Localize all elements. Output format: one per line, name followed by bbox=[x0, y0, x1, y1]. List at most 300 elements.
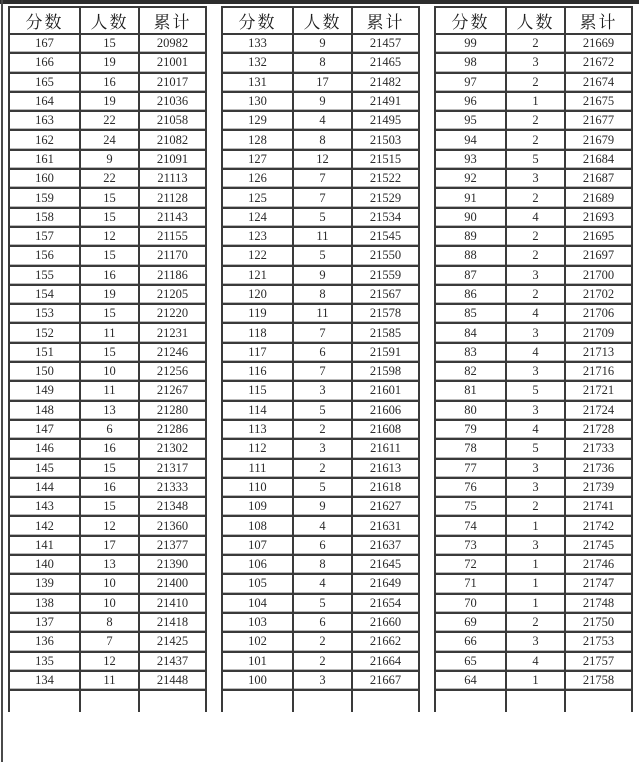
table-row bbox=[9, 266, 206, 285]
table-row bbox=[222, 150, 419, 169]
count-cell: 2 bbox=[506, 73, 565, 92]
count-cell: 3 bbox=[506, 536, 565, 555]
count-cell: 9 bbox=[293, 92, 352, 111]
table-row bbox=[9, 169, 206, 188]
count-cell: 7 bbox=[293, 188, 352, 207]
cumulative-cell: 21753 bbox=[565, 632, 632, 651]
table-row bbox=[9, 613, 206, 632]
cumulative-cell: 21390 bbox=[139, 555, 206, 574]
table-row bbox=[435, 266, 632, 285]
cumulative-cell: 21545 bbox=[352, 227, 419, 246]
count-cell: 6 bbox=[80, 420, 139, 439]
table-row bbox=[435, 594, 632, 613]
count-cell: 4 bbox=[293, 516, 352, 535]
score-cell: 103 bbox=[222, 613, 293, 632]
score-cell: 120 bbox=[222, 285, 293, 304]
score-cell: 129 bbox=[222, 111, 293, 130]
count-cell: 1 bbox=[506, 594, 565, 613]
table-row bbox=[222, 574, 419, 593]
score-cell: 150 bbox=[9, 362, 80, 381]
score-cell: 93 bbox=[435, 150, 506, 169]
cumulative-cell: 21491 bbox=[352, 92, 419, 111]
cumulative-cell: 21733 bbox=[565, 439, 632, 458]
cumulative-cell: 21348 bbox=[139, 497, 206, 516]
table-row bbox=[222, 420, 419, 439]
table-row bbox=[9, 227, 206, 246]
cumulative-cell: 21205 bbox=[139, 285, 206, 304]
table-row bbox=[222, 323, 419, 342]
count-cell: 11 bbox=[80, 671, 139, 690]
count-cell: 6 bbox=[293, 536, 352, 555]
score-cell: 72 bbox=[435, 555, 506, 574]
cumulative-cell: 21724 bbox=[565, 401, 632, 420]
count-cell: 4 bbox=[506, 208, 565, 227]
score-cell: 75 bbox=[435, 497, 506, 516]
score-cell: 119 bbox=[222, 304, 293, 323]
count-cell: 9 bbox=[80, 150, 139, 169]
cumulative-column-header: 累计 bbox=[352, 7, 419, 34]
cumulative-cell: 21713 bbox=[565, 343, 632, 362]
cumulative-cell: 21529 bbox=[352, 188, 419, 207]
table-row bbox=[9, 439, 206, 458]
cumulative-cell: 21503 bbox=[352, 130, 419, 149]
cumulative-cell: 21578 bbox=[352, 304, 419, 323]
score-cell: 77 bbox=[435, 459, 506, 478]
score-cell: 78 bbox=[435, 439, 506, 458]
cumulative-cell: 21267 bbox=[139, 381, 206, 400]
table-row bbox=[435, 227, 632, 246]
count-cell: 3 bbox=[506, 323, 565, 342]
score-cell: 140 bbox=[9, 555, 80, 574]
score-cell: 76 bbox=[435, 478, 506, 497]
score-cell: 138 bbox=[9, 594, 80, 613]
score-cell: 64 bbox=[435, 671, 506, 690]
score-cell: 148 bbox=[9, 401, 80, 420]
score-cell: 87 bbox=[435, 266, 506, 285]
cumulative-cell: 21695 bbox=[565, 227, 632, 246]
count-cell: 2 bbox=[506, 246, 565, 265]
empty-cell bbox=[222, 690, 293, 712]
cumulative-cell: 21601 bbox=[352, 381, 419, 400]
score-cell: 80 bbox=[435, 401, 506, 420]
count-column-header: 人数 bbox=[506, 7, 565, 34]
score-cell: 108 bbox=[222, 516, 293, 535]
count-cell: 3 bbox=[506, 169, 565, 188]
table-row bbox=[222, 208, 419, 227]
count-cell: 5 bbox=[506, 381, 565, 400]
score-cell: 155 bbox=[9, 266, 80, 285]
table-row bbox=[222, 246, 419, 265]
cumulative-cell: 21660 bbox=[352, 613, 419, 632]
cumulative-cell: 21400 bbox=[139, 574, 206, 593]
cumulative-cell: 21522 bbox=[352, 169, 419, 188]
cumulative-cell: 21418 bbox=[139, 613, 206, 632]
table-row bbox=[435, 613, 632, 632]
score-cell: 157 bbox=[9, 227, 80, 246]
count-cell: 12 bbox=[293, 150, 352, 169]
cumulative-cell: 21559 bbox=[352, 266, 419, 285]
score-cell: 133 bbox=[222, 34, 293, 53]
count-cell: 10 bbox=[80, 594, 139, 613]
table-row bbox=[9, 111, 206, 130]
count-cell: 11 bbox=[80, 323, 139, 342]
table-row bbox=[435, 362, 632, 381]
table-row bbox=[9, 246, 206, 265]
score-cell: 101 bbox=[222, 652, 293, 671]
cumulative-cell: 21675 bbox=[565, 92, 632, 111]
table-row bbox=[435, 304, 632, 323]
cumulative-cell: 21534 bbox=[352, 208, 419, 227]
count-cell: 5 bbox=[293, 594, 352, 613]
count-cell: 3 bbox=[506, 53, 565, 72]
cumulative-cell: 21757 bbox=[565, 652, 632, 671]
table-row bbox=[9, 208, 206, 227]
count-cell: 4 bbox=[506, 343, 565, 362]
count-cell: 10 bbox=[80, 574, 139, 593]
table-row bbox=[435, 111, 632, 130]
count-cell: 2 bbox=[293, 459, 352, 478]
empty-cell bbox=[506, 690, 565, 712]
count-cell: 3 bbox=[506, 459, 565, 478]
score-cell: 105 bbox=[222, 574, 293, 593]
score-cell: 98 bbox=[435, 53, 506, 72]
score-cell: 88 bbox=[435, 246, 506, 265]
table-row bbox=[9, 130, 206, 149]
cumulative-cell: 21758 bbox=[565, 671, 632, 690]
table-row bbox=[435, 381, 632, 400]
score-cell: 123 bbox=[222, 227, 293, 246]
cumulative-cell: 21143 bbox=[139, 208, 206, 227]
table-row bbox=[9, 420, 206, 439]
cumulative-cell: 21700 bbox=[565, 266, 632, 285]
score-cell: 71 bbox=[435, 574, 506, 593]
count-cell: 13 bbox=[80, 555, 139, 574]
table-row bbox=[435, 323, 632, 342]
table-row bbox=[222, 632, 419, 651]
table-row bbox=[222, 459, 419, 478]
count-cell: 2 bbox=[506, 34, 565, 53]
table-row bbox=[222, 92, 419, 111]
score-cell: 113 bbox=[222, 420, 293, 439]
score-cell: 125 bbox=[222, 188, 293, 207]
score-cell: 158 bbox=[9, 208, 80, 227]
table-row bbox=[222, 497, 419, 516]
count-cell: 7 bbox=[293, 323, 352, 342]
cumulative-cell: 21286 bbox=[139, 420, 206, 439]
cumulative-cell: 21550 bbox=[352, 246, 419, 265]
cumulative-cell: 21747 bbox=[565, 574, 632, 593]
table-row bbox=[435, 130, 632, 149]
score-cell: 84 bbox=[435, 323, 506, 342]
table-row bbox=[9, 459, 206, 478]
count-cell: 17 bbox=[80, 536, 139, 555]
cumulative-cell: 21302 bbox=[139, 439, 206, 458]
cumulative-cell: 21598 bbox=[352, 362, 419, 381]
table-row bbox=[222, 130, 419, 149]
table-row bbox=[222, 266, 419, 285]
table-row bbox=[435, 478, 632, 497]
table-row bbox=[222, 362, 419, 381]
count-cell: 8 bbox=[293, 285, 352, 304]
cumulative-cell: 21684 bbox=[565, 150, 632, 169]
score-table-1 bbox=[8, 6, 207, 712]
count-column-header: 人数 bbox=[293, 7, 352, 34]
empty-cell bbox=[352, 690, 419, 712]
cumulative-cell: 21654 bbox=[352, 594, 419, 613]
score-cell: 90 bbox=[435, 208, 506, 227]
table-row bbox=[435, 459, 632, 478]
count-cell: 2 bbox=[293, 420, 352, 439]
count-cell: 12 bbox=[80, 652, 139, 671]
table-row bbox=[435, 516, 632, 535]
cumulative-cell: 21631 bbox=[352, 516, 419, 535]
cumulative-cell: 21706 bbox=[565, 304, 632, 323]
cumulative-cell: 21515 bbox=[352, 150, 419, 169]
score-cell: 166 bbox=[9, 53, 80, 72]
cumulative-cell: 21482 bbox=[352, 73, 419, 92]
count-cell: 9 bbox=[293, 34, 352, 53]
table-row bbox=[9, 381, 206, 400]
cropped-row bbox=[435, 690, 632, 712]
count-cell: 15 bbox=[80, 246, 139, 265]
table-row bbox=[435, 169, 632, 188]
cumulative-cell: 21465 bbox=[352, 53, 419, 72]
table-row bbox=[435, 188, 632, 207]
table-row bbox=[222, 53, 419, 72]
count-cell: 3 bbox=[293, 439, 352, 458]
table-row bbox=[435, 285, 632, 304]
table-row bbox=[222, 439, 419, 458]
table-row bbox=[9, 285, 206, 304]
top-rule-bar bbox=[0, 0, 639, 4]
score-cell: 151 bbox=[9, 343, 80, 362]
score-cell: 74 bbox=[435, 516, 506, 535]
table-body bbox=[435, 34, 632, 712]
count-cell: 24 bbox=[80, 130, 139, 149]
cumulative-cell: 21170 bbox=[139, 246, 206, 265]
cumulative-cell: 21608 bbox=[352, 420, 419, 439]
score-cell: 143 bbox=[9, 497, 80, 516]
count-cell: 15 bbox=[80, 34, 139, 53]
cumulative-cell: 21645 bbox=[352, 555, 419, 574]
table-row bbox=[435, 401, 632, 420]
score-cell: 96 bbox=[435, 92, 506, 111]
score-cell: 92 bbox=[435, 169, 506, 188]
score-column-header: 分数 bbox=[9, 7, 80, 34]
table-row bbox=[222, 594, 419, 613]
score-cell: 100 bbox=[222, 671, 293, 690]
cumulative-cell: 21058 bbox=[139, 111, 206, 130]
count-cell: 19 bbox=[80, 53, 139, 72]
empty-cell bbox=[139, 690, 206, 712]
count-cell: 11 bbox=[80, 381, 139, 400]
empty-cell bbox=[435, 690, 506, 712]
count-cell: 8 bbox=[80, 613, 139, 632]
cumulative-cell: 21231 bbox=[139, 323, 206, 342]
score-cell: 167 bbox=[9, 34, 80, 53]
table-row bbox=[435, 208, 632, 227]
cumulative-cell: 21669 bbox=[565, 34, 632, 53]
cumulative-cell: 21377 bbox=[139, 536, 206, 555]
cumulative-cell: 21246 bbox=[139, 343, 206, 362]
score-cell: 83 bbox=[435, 343, 506, 362]
score-table-3 bbox=[434, 6, 633, 712]
cumulative-cell: 21113 bbox=[139, 169, 206, 188]
cumulative-cell: 21585 bbox=[352, 323, 419, 342]
cumulative-cell: 21256 bbox=[139, 362, 206, 381]
cumulative-cell: 21567 bbox=[352, 285, 419, 304]
count-cell: 5 bbox=[293, 246, 352, 265]
count-cell: 2 bbox=[506, 613, 565, 632]
score-cell: 126 bbox=[222, 169, 293, 188]
table-row bbox=[222, 188, 419, 207]
score-cell: 131 bbox=[222, 73, 293, 92]
score-cell: 65 bbox=[435, 652, 506, 671]
count-cell: 8 bbox=[293, 53, 352, 72]
cumulative-cell: 21495 bbox=[352, 111, 419, 130]
table-row bbox=[435, 73, 632, 92]
table-row bbox=[222, 343, 419, 362]
count-cell: 8 bbox=[293, 130, 352, 149]
score-cell: 121 bbox=[222, 266, 293, 285]
score-cell: 82 bbox=[435, 362, 506, 381]
cumulative-cell: 21448 bbox=[139, 671, 206, 690]
score-cell: 116 bbox=[222, 362, 293, 381]
count-cell: 17 bbox=[293, 73, 352, 92]
table-row bbox=[9, 362, 206, 381]
cumulative-cell: 21746 bbox=[565, 555, 632, 574]
score-cell: 160 bbox=[9, 169, 80, 188]
score-cell: 114 bbox=[222, 401, 293, 420]
score-cell: 86 bbox=[435, 285, 506, 304]
score-cell: 128 bbox=[222, 130, 293, 149]
cumulative-cell: 21082 bbox=[139, 130, 206, 149]
table-row bbox=[9, 92, 206, 111]
cumulative-cell: 21728 bbox=[565, 420, 632, 439]
cumulative-cell: 21410 bbox=[139, 594, 206, 613]
score-cell: 110 bbox=[222, 478, 293, 497]
table-row bbox=[435, 536, 632, 555]
cumulative-cell: 21317 bbox=[139, 459, 206, 478]
count-cell: 3 bbox=[293, 381, 352, 400]
table-row bbox=[9, 594, 206, 613]
score-cell: 104 bbox=[222, 594, 293, 613]
table-row bbox=[435, 53, 632, 72]
cumulative-cell: 21613 bbox=[352, 459, 419, 478]
count-cell: 9 bbox=[293, 266, 352, 285]
count-cell: 7 bbox=[293, 169, 352, 188]
table-row bbox=[9, 652, 206, 671]
count-cell: 12 bbox=[80, 227, 139, 246]
table-row bbox=[222, 652, 419, 671]
table-row bbox=[222, 227, 419, 246]
count-cell: 1 bbox=[506, 516, 565, 535]
cumulative-cell: 21155 bbox=[139, 227, 206, 246]
count-cell: 12 bbox=[80, 516, 139, 535]
cumulative-cell: 21425 bbox=[139, 632, 206, 651]
table-row bbox=[222, 34, 419, 53]
table-row bbox=[222, 478, 419, 497]
count-cell: 6 bbox=[293, 343, 352, 362]
table-row bbox=[9, 536, 206, 555]
count-cell: 1 bbox=[506, 671, 565, 690]
cumulative-cell: 21741 bbox=[565, 497, 632, 516]
cumulative-cell: 21672 bbox=[565, 53, 632, 72]
score-cell: 154 bbox=[9, 285, 80, 304]
score-cell: 112 bbox=[222, 439, 293, 458]
table-row bbox=[9, 497, 206, 516]
table-row bbox=[222, 401, 419, 420]
score-cell: 107 bbox=[222, 536, 293, 555]
count-cell: 16 bbox=[80, 73, 139, 92]
table-row bbox=[222, 285, 419, 304]
table-row bbox=[222, 73, 419, 92]
score-cell: 136 bbox=[9, 632, 80, 651]
cumulative-cell: 21360 bbox=[139, 516, 206, 535]
table-row bbox=[435, 439, 632, 458]
count-cell: 4 bbox=[506, 304, 565, 323]
table-row bbox=[435, 671, 632, 690]
cumulative-cell: 21280 bbox=[139, 401, 206, 420]
score-cell: 147 bbox=[9, 420, 80, 439]
header-row bbox=[9, 7, 206, 34]
score-cell: 141 bbox=[9, 536, 80, 555]
score-cell: 127 bbox=[222, 150, 293, 169]
count-cell: 16 bbox=[80, 478, 139, 497]
empty-cell bbox=[80, 690, 139, 712]
count-cell: 15 bbox=[80, 188, 139, 207]
score-cell: 79 bbox=[435, 420, 506, 439]
score-cell: 97 bbox=[435, 73, 506, 92]
count-cell: 3 bbox=[506, 478, 565, 497]
cropped-row bbox=[9, 690, 206, 712]
count-cell: 3 bbox=[506, 401, 565, 420]
table-row bbox=[435, 652, 632, 671]
cumulative-cell: 21748 bbox=[565, 594, 632, 613]
cumulative-column-header: 累计 bbox=[565, 7, 632, 34]
table-row bbox=[435, 34, 632, 53]
score-cell: 153 bbox=[9, 304, 80, 323]
score-cell: 81 bbox=[435, 381, 506, 400]
cumulative-cell: 21128 bbox=[139, 188, 206, 207]
count-cell: 15 bbox=[80, 497, 139, 516]
count-cell: 6 bbox=[293, 613, 352, 632]
score-cell: 130 bbox=[222, 92, 293, 111]
score-cell: 163 bbox=[9, 111, 80, 130]
empty-cell bbox=[9, 690, 80, 712]
score-cell: 89 bbox=[435, 227, 506, 246]
table-row bbox=[9, 73, 206, 92]
score-cell: 162 bbox=[9, 130, 80, 149]
count-cell: 2 bbox=[506, 497, 565, 516]
score-cell: 102 bbox=[222, 632, 293, 651]
cumulative-cell: 21591 bbox=[352, 343, 419, 362]
header-row bbox=[435, 7, 632, 34]
score-cell: 122 bbox=[222, 246, 293, 265]
empty-cell bbox=[565, 690, 632, 712]
count-cell: 3 bbox=[506, 266, 565, 285]
score-cell: 165 bbox=[9, 73, 80, 92]
cumulative-cell: 21736 bbox=[565, 459, 632, 478]
score-cell: 106 bbox=[222, 555, 293, 574]
cumulative-cell: 21333 bbox=[139, 478, 206, 497]
cumulative-cell: 21457 bbox=[352, 34, 419, 53]
count-cell: 2 bbox=[506, 285, 565, 304]
count-cell: 11 bbox=[293, 304, 352, 323]
cumulative-cell: 21091 bbox=[139, 150, 206, 169]
cumulative-cell: 21186 bbox=[139, 266, 206, 285]
cumulative-cell: 21220 bbox=[139, 304, 206, 323]
